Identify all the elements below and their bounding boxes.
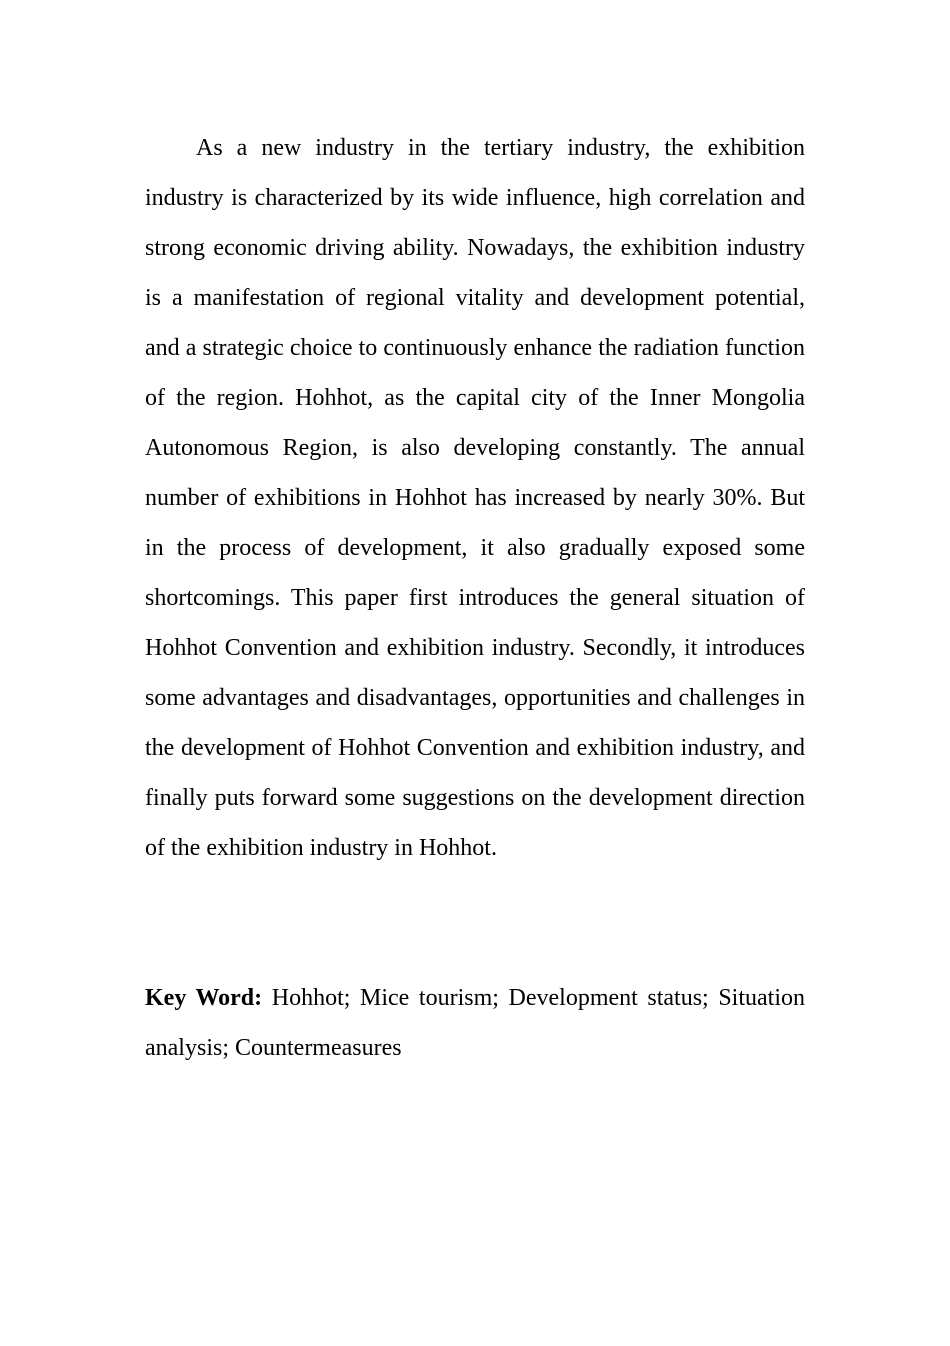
keywords-list: Hohhot; Mice tourism; Development status; Situation analysis; Countermeasures bbox=[145, 985, 805, 1061]
abstract-paragraph: As a new industry in the tertiary industry, the exhibition industry is characterized by its wide influence, high correlation and strong economic driving ability. Nowadays, the exhibition industry is a manifestation of regional vitality and development potential, and a strategic choice to continuously enhance the radiation function of the region. Hohhot, as the capital city of the Inner Mongolia Autonomous Region, is also developing constantly. The annual number of exhibitions in Hohhot has increased by nearly 30%. But in the process of development, it also gradually exposed some shortcomings. This paper first introduces the general situation of Hohhot Convention and exhibition industry. Secondly, it introduces some advantages and disadvantages, opportunities and challenges in the development of Hohhot Convention and exhibition industry, and finally puts forward some suggestions on the development direction of the exhibition industry in Hohhot. bbox=[145, 135, 805, 861]
keywords-label: Key Word: bbox=[145, 985, 263, 1011]
keywords-line bbox=[145, 973, 805, 1073]
